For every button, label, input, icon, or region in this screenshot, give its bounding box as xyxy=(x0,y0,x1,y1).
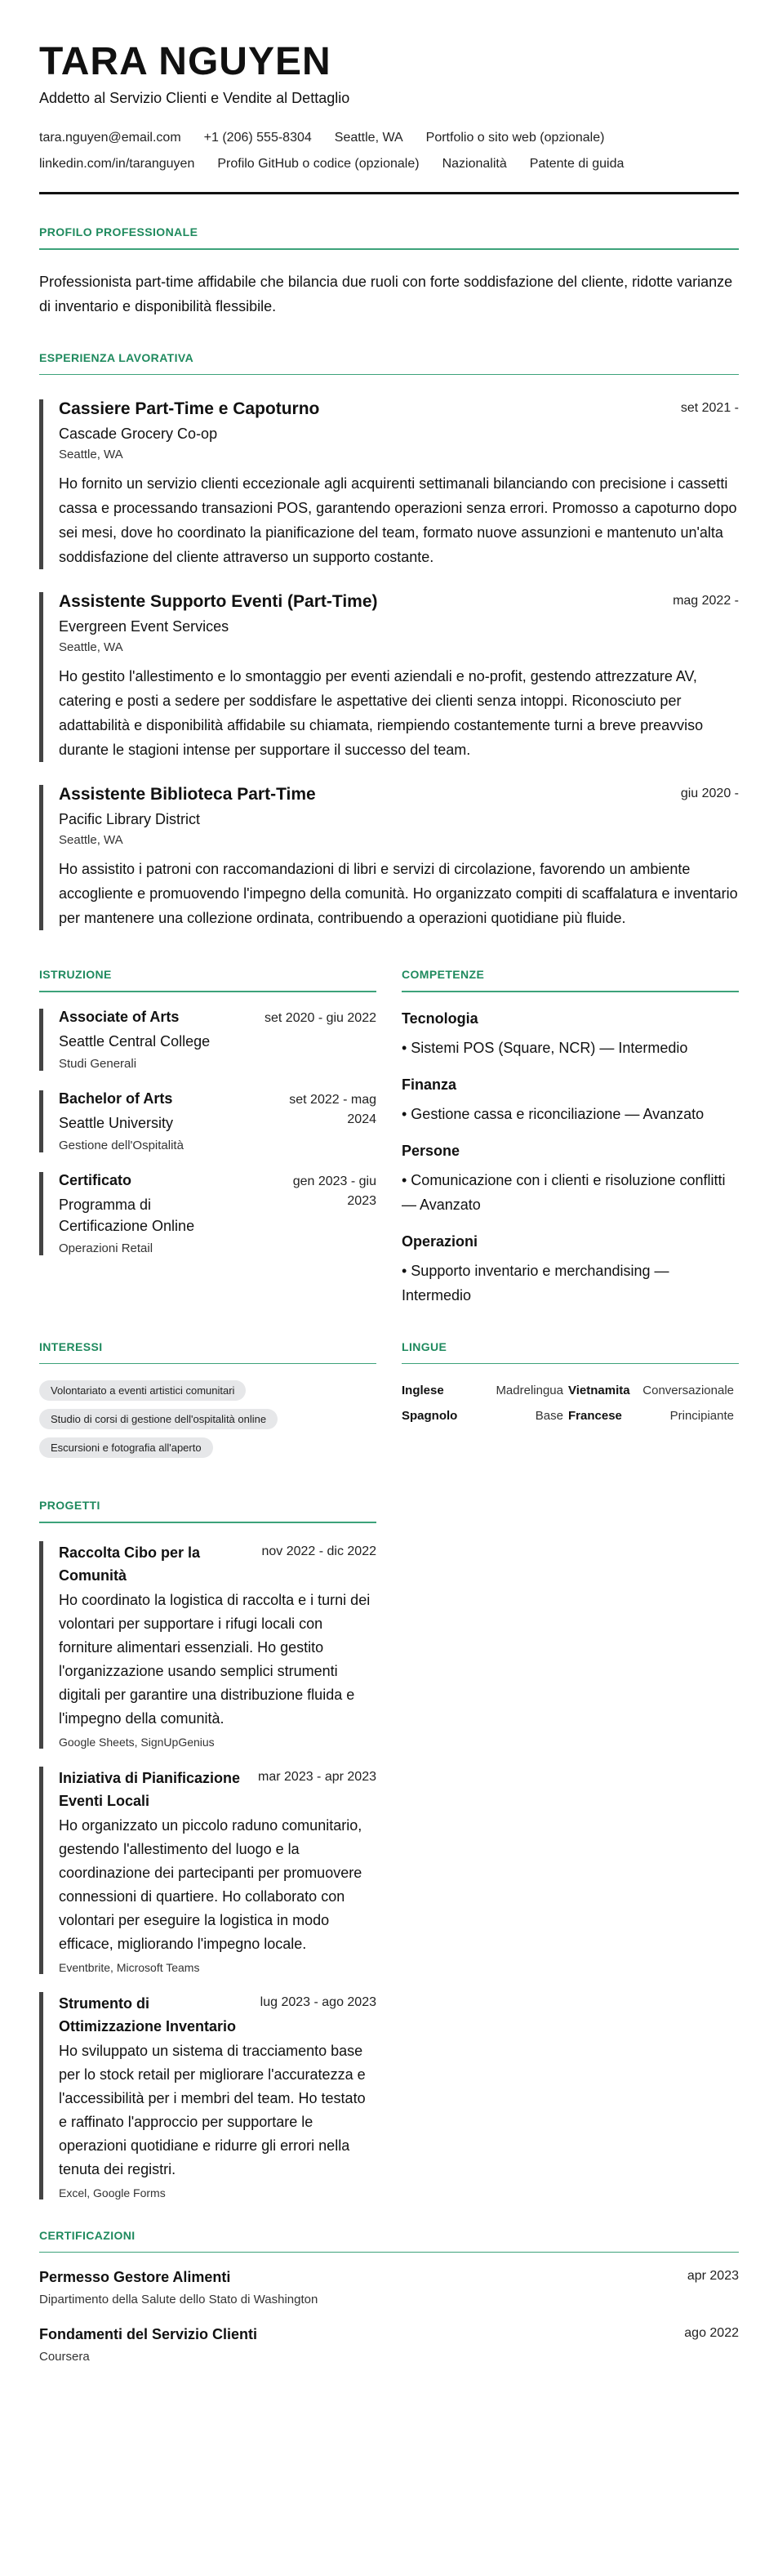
language-level: Principiante xyxy=(669,1409,734,1423)
certification-entry xyxy=(39,2269,739,2306)
profile-section xyxy=(39,225,739,319)
job-description: Ho assistito i patroni con raccomandazioni di libri e servizi di circolazione, favorendo un ambiente accogliente e promuovendo l'impegno della comunità. Ho organizzato compiti di scaffalatura e inventario per mantenere una collezione ordinata, contribuendo a operazioni quotidiane più fluide. xyxy=(59,861,738,926)
project-description: Ho coordinato la logistica di raccolta e i turni dei volontari per supportare i rifugi locali con forniture alimentari essenziali. Ho gestito l'organizzazione usando semplici strumenti digitali per garantire una distribuzione fluida e l'impegno della comunità. xyxy=(59,1591,371,1727)
education-entry xyxy=(39,1090,376,1152)
candidate-name: TARA NGUYEN xyxy=(39,40,331,83)
study-field: Studi Generali xyxy=(59,1056,137,1071)
education-entry xyxy=(39,1009,376,1071)
school-name: Seattle University xyxy=(59,1114,174,1131)
project-description: Ho sviluppato un sistema di tracciamento base per lo stock retail per migliorare l'accuratezza e l'accessibilità per i membri del team. Ho testato e raffinato l'approccio per supportare le operazioni quotidiane e ridurre gli errori nella tenuta dei registri. xyxy=(59,2042,366,2177)
language-name: Spagnolo xyxy=(402,1409,458,1423)
email-contact[interactable]: tara.nguyen@email.com xyxy=(39,131,181,145)
section-divider xyxy=(39,374,739,376)
certification-issuer: Coursera xyxy=(39,2350,90,2364)
degree-name: Bachelor of Arts xyxy=(59,1090,173,1107)
contact-list xyxy=(39,125,739,177)
project-name: Strumento di Ottimizzazione Inventario xyxy=(59,1994,237,2035)
language-level: Madrelingua xyxy=(496,1384,563,1397)
degree-name: Associate of Arts xyxy=(59,1008,180,1025)
education-date: gen 2023 - giu 2023 xyxy=(292,1174,376,1208)
section-title: PROFILO PROFESSIONALE xyxy=(39,225,198,238)
section-divider xyxy=(402,991,739,992)
project-entry xyxy=(39,1992,376,2199)
section-title: ISTRUZIONE xyxy=(39,968,112,981)
study-field: Operazioni Retail xyxy=(59,1241,153,1255)
skill-item: • Supporto inventario e merchandising — Intermedio xyxy=(402,1262,669,1304)
project-tools: Eventbrite, Microsoft Teams xyxy=(59,1960,200,1974)
experience-section xyxy=(39,351,739,931)
experience-entry xyxy=(39,399,739,569)
job-date: set 2021 - xyxy=(680,401,739,415)
language-level: Conversazionale xyxy=(642,1384,734,1397)
language-name: Francese xyxy=(568,1409,622,1423)
school-name: Programma di Certificazione Online xyxy=(59,1196,195,1234)
certification-date: apr 2023 xyxy=(687,2269,739,2283)
project-entry xyxy=(39,1541,376,1749)
section-title: CERTIFICAZIONI xyxy=(39,2228,136,2242)
projects-section xyxy=(39,1499,376,2199)
certification-issuer: Dipartimento della Salute dello Stato di Washington xyxy=(39,2293,318,2306)
skill-category: Persone xyxy=(402,1142,460,1159)
education-section xyxy=(39,968,376,1308)
skill-category: Operazioni xyxy=(402,1232,478,1250)
job-title: Addetto al Servizio Clienti e Vendite al Dettaglio xyxy=(39,90,350,106)
section-divider xyxy=(39,991,376,992)
section-title: INTERESSI xyxy=(39,1339,103,1353)
job-date: mag 2022 - xyxy=(673,594,739,608)
job-role: Cassiere Part-Time e Capoturno xyxy=(59,399,320,418)
job-description: Ho fornito un servizio clienti eccezionale agli acquirenti settimanali bilanciando con precisione i cassetti cassa e processando transazioni POS, garantendo operazioni senza errori. Promosso a capoturno dopo sei mesi, dove ho coordinato la pianificazione del team, formato nuove assunzioni e mantenuto un'alta soddisfazione del cliente attraverso un supporto costante. xyxy=(59,475,737,565)
languages-section xyxy=(402,1340,739,1467)
skill-item: • Sistemi POS (Square, NCR) — Intermedio xyxy=(402,1039,688,1056)
skill-category: Finanza xyxy=(402,1076,457,1093)
interest-tags xyxy=(39,1380,376,1466)
school-name: Seattle Central College xyxy=(59,1032,211,1050)
project-date: nov 2022 - dic 2022 xyxy=(261,1544,376,1558)
project-date: lug 2023 - ago 2023 xyxy=(260,1994,376,2009)
project-date: mar 2023 - apr 2023 xyxy=(258,1769,376,1784)
job-company: Pacific Library District xyxy=(59,811,201,827)
section-title: LINGUE xyxy=(402,1339,447,1353)
language-list xyxy=(402,1384,739,1423)
job-role: Assistente Supporto Eventi (Part-Time) xyxy=(59,592,378,611)
skill-item: • Comunicazione con i clienti e risoluzione conflitti — Avanzato xyxy=(402,1171,726,1213)
certification-name: Fondamenti del Servizio Clienti xyxy=(39,2326,258,2342)
job-location: Seattle, WA xyxy=(59,833,123,847)
job-date: giu 2020 - xyxy=(680,787,739,800)
language-name: Vietnamita xyxy=(568,1384,630,1397)
section-divider xyxy=(39,1522,376,1523)
skills-section xyxy=(402,968,739,1308)
skill-group xyxy=(402,1233,739,1308)
experience-entry xyxy=(39,592,739,762)
interest-tag: Studio di corsi di gestione dell'ospitalità online xyxy=(39,1409,278,1429)
job-company: Cascade Grocery Co-op xyxy=(59,426,218,442)
project-name: Raccolta Cibo per la Comunità xyxy=(59,1544,201,1584)
linkedin-contact[interactable]: linkedin.com/in/taranguyen xyxy=(39,157,195,171)
skill-group xyxy=(402,1076,739,1126)
certification-entry xyxy=(39,2326,739,2364)
job-role: Assistente Biblioteca Part-Time xyxy=(59,785,316,804)
certification-date: ago 2022 xyxy=(684,2326,739,2340)
section-title: PROGETTI xyxy=(39,1499,100,1512)
language-level: Base xyxy=(535,1409,563,1423)
section-divider xyxy=(39,1363,376,1365)
interest-tag: Volontariato a eventi artistici comunitari xyxy=(39,1380,246,1401)
skill-item: • Gestione cassa e riconciliazione — Avanzato xyxy=(402,1105,705,1122)
phone-contact[interactable]: +1 (206) 555-8304 xyxy=(203,131,312,145)
job-description: Ho gestito l'allestimento e lo smontaggio per eventi aziendali e no-profit, gestendo attrezzature AV, catering e posti a sedere per soddisfare le aspettative dei clienti senza intoppi. Riconosciuto per adattabilità e disponibilità affidabile su chiamata, riempiendo costantemente turni a breve preavviso durante le stagioni intense per supportare il successo del team. xyxy=(59,668,704,758)
skill-group xyxy=(402,1143,739,1217)
project-name: Iniziativa di Pianificazione Eventi Locali xyxy=(59,1769,241,1809)
portfolio-contact[interactable]: Portfolio o sito web (opzionale) xyxy=(425,131,605,145)
study-field: Gestione dell'Ospitalità xyxy=(59,1138,184,1152)
github-contact[interactable]: Profilo GitHub o codice (opzionale) xyxy=(217,157,420,171)
job-location: Seattle, WA xyxy=(59,448,123,461)
job-location: Seattle, WA xyxy=(59,640,123,654)
nationality-field: Nazionalità xyxy=(442,157,507,171)
project-tools: Google Sheets, SignUpGenius xyxy=(59,1735,215,1749)
skill-group xyxy=(402,1010,739,1060)
certifications-section xyxy=(39,2229,739,2364)
skill-category: Tecnologia xyxy=(402,1009,478,1027)
job-company: Evergreen Event Services xyxy=(59,618,229,635)
experience-entry xyxy=(39,785,739,930)
section-divider xyxy=(39,2252,739,2253)
resume-header xyxy=(39,39,739,194)
degree-name: Certificato xyxy=(59,1171,132,1188)
project-tools: Excel, Google Forms xyxy=(59,2186,166,2199)
certification-name: Permesso Gestore Alimenti xyxy=(39,2269,231,2285)
driving-license-field: Patente di guida xyxy=(529,157,625,171)
education-date: set 2022 - mag 2024 xyxy=(289,1092,376,1126)
education-date: set 2020 - giu 2022 xyxy=(265,1010,376,1025)
interest-tag: Escursioni e fotografia all'aperto xyxy=(39,1437,213,1458)
education-skills-row xyxy=(39,968,739,1308)
interests-section xyxy=(39,1340,376,1467)
project-entry xyxy=(39,1767,376,1974)
project-description: Ho organizzato un piccolo raduno comunitario, gestendo l'allestimento del luogo e la coordinazione dei partecipanti per promuovere connessioni di quartiere. Ho collaborato con volontari per eseguire la logistica in modo efficace, migliorando l'impegno locale. xyxy=(59,1816,362,1952)
header-divider xyxy=(39,192,739,194)
section-divider xyxy=(39,248,739,250)
section-divider xyxy=(402,1363,739,1365)
education-entry xyxy=(39,1172,376,1255)
profile-summary: Professionista part-time affidabile che bilancia due ruoli con forte soddisfazione del cliente, ridotte varianze di inventario e disponibilità flessibile. xyxy=(39,273,733,314)
section-title: ESPERIENZA LAVORATIVA xyxy=(39,350,194,364)
language-name: Inglese xyxy=(402,1384,444,1397)
section-title: COMPETENZE xyxy=(402,968,485,981)
interests-languages-row xyxy=(39,1340,739,1467)
location-contact: Seattle, WA xyxy=(334,131,403,145)
